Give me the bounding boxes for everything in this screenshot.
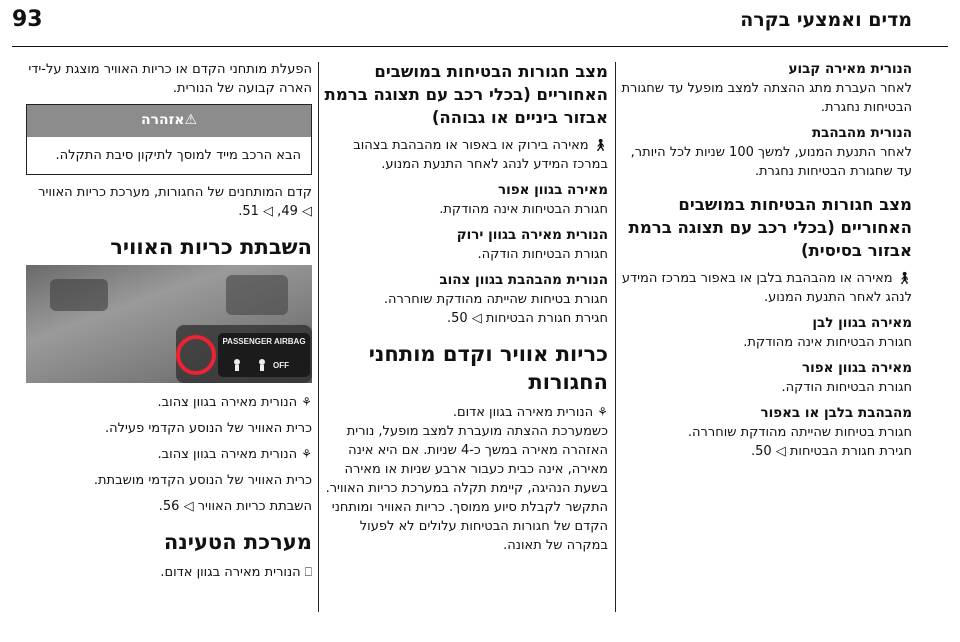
seatbelt-icon: 🚶︎ (592, 138, 608, 152)
chapter-heading: השבתת כריות האוויר (110, 235, 312, 259)
section-text: חגורת הבטיחות אינה מהודקת. (439, 202, 608, 217)
section-text: לאחר העברת מתג ההצתה למצב מופעל עד שחגורת הבטיחות נחגרת. (621, 81, 912, 115)
section-heading: מאירה בגוון אפור (801, 360, 912, 376)
section-text: ⚘ הנורית מאירה בגוון אדום. (452, 405, 608, 420)
section-text: ⚘ הנורית מאירה בגוון צהוב. (157, 447, 312, 462)
column-middle (322, 60, 608, 555)
section-text: הפעלת מותחני הקדם או כריות האוויר מוצגת על-ידי הארה קבועה של הנורית. (28, 62, 312, 96)
airbag-on-icon: ⚘ (301, 395, 312, 409)
section-text: לאחר התנעת המנוע, למשך 100 שניות לכל היותר, עד שחגורת הבטיחות נחגרת. (630, 145, 912, 179)
column-left (26, 60, 312, 582)
section-heading: הנורית מהבהבת (811, 125, 912, 141)
section-heading: הנורית מאירה בגוון ירוק (456, 227, 608, 243)
cross-reference: חגירת חגורת הבטיחות ◁ 50. (750, 444, 912, 459)
section-text: חגורת הבטיחות אינה מהודקת. (743, 335, 912, 350)
column-divider (318, 62, 319, 612)
warning-text: הבא הרכב מייד למוסך לתיקון סיבת התקלה. (55, 148, 301, 163)
header-title: מדים ואמצעי בקרה (740, 9, 912, 31)
seatbelt-icon: 🚶︎ (896, 271, 912, 285)
section-text: כשמערכת ההצתה מועברת למצב מופעל, נורית האזהרה מאירה במשך כ-4 שניות. אם היא אינה מאירה, אינה כבית כעבור ארבע שניות או מאירה בשעת הנהיגה, קיימת תקלה במערכת כריות האוויר. התקשר לקבלת סיוע ממוסך. כריות האוויר ומותחני הקדם של חגורות הבטיחות עלולים לא לפעול במקרה של תאונה. (325, 424, 608, 553)
airbag-icon: ⚘ (597, 405, 608, 419)
airbag-off-label: OFF (273, 361, 289, 370)
airbag-off-icon: ⚘ (301, 447, 312, 461)
column-divider (615, 62, 616, 612)
airbag-label: PASSENGER AIRBAG (222, 337, 306, 346)
airbag-panel-illustration (26, 265, 312, 383)
section-text: ⚘ הנורית מאירה בגוון צהוב. (157, 395, 312, 410)
warning-triangle-icon: ⚠ (184, 112, 198, 128)
page-header (0, 0, 960, 54)
section-heading: מהבהבת בלבן או באפור (760, 405, 912, 421)
section-title: מצב חגורות הבטיחות במושבים האחוריים (בכלי רכב עם תצוגה ברמת אבזור בסיסית) (628, 195, 912, 260)
chapter-heading: מערכת הטעינה (163, 530, 312, 554)
section-heading: הנורית מהבהבת בגוון צהוב (439, 272, 608, 288)
section-title: מצב חגורות הבטיחות במושבים האחוריים (בכלי רכב עם תצוגה ברמת אבזור ביניים או גבוהה) (324, 62, 608, 127)
column-right (618, 60, 912, 461)
section-text: 🚶︎ מאירה בירוק או באפור או מהבהבת בצהוב במרכז המידע לנהג לאחר התנעת המנוע. (353, 138, 608, 172)
header-rule (12, 46, 948, 47)
battery-icon: ⎕ (304, 565, 312, 579)
cross-reference: השבתת כריות האוויר ◁ 56. (158, 499, 312, 514)
airbag-indicator-photo (26, 265, 312, 383)
section-text: חגורת בטיחות שהייתה מהודקת שוחררה. (687, 425, 912, 440)
section-text: קדם המותחנים של החגורות, מערכת כריות האוויר ◁ 49, ◁ 51. (38, 185, 312, 219)
section-text: חגורת בטיחות שהייתה מהודקת שוחררה. (383, 292, 608, 307)
warning-box (26, 104, 312, 175)
section-text: כרית האוויר של הנוסע הקדמי מושבתת. (93, 473, 312, 488)
section-text: חגורת הבטיחות הודקה. (781, 380, 912, 395)
section-text: כרית האוויר של הנוסע הקדמי פעילה. (105, 421, 312, 436)
warning-header: ⚠אזהרה (27, 105, 311, 137)
section-text: 🚶︎ מאירה או מהבהבת בלבן או באפור במרכז המידע לנהג לאחר התנעת המנוע. (621, 271, 912, 305)
section-text: חגורת הבטיחות הודקה. (477, 247, 608, 262)
section-text: ⎕ הנורית מאירה בגוון אדום. (160, 565, 312, 580)
chapter-heading: כריות אוויר וקדם מותחני החגורות (368, 342, 608, 394)
section-heading: מאירה בגוון לבן (812, 315, 912, 331)
section-heading: הנורית מאירה קבוע (788, 61, 912, 77)
section-heading: מאירה בגוון אפור (497, 182, 608, 198)
cross-reference: חגירת חגורת הבטיחות ◁ 50. (446, 311, 608, 326)
page-number: 93 (12, 7, 43, 32)
